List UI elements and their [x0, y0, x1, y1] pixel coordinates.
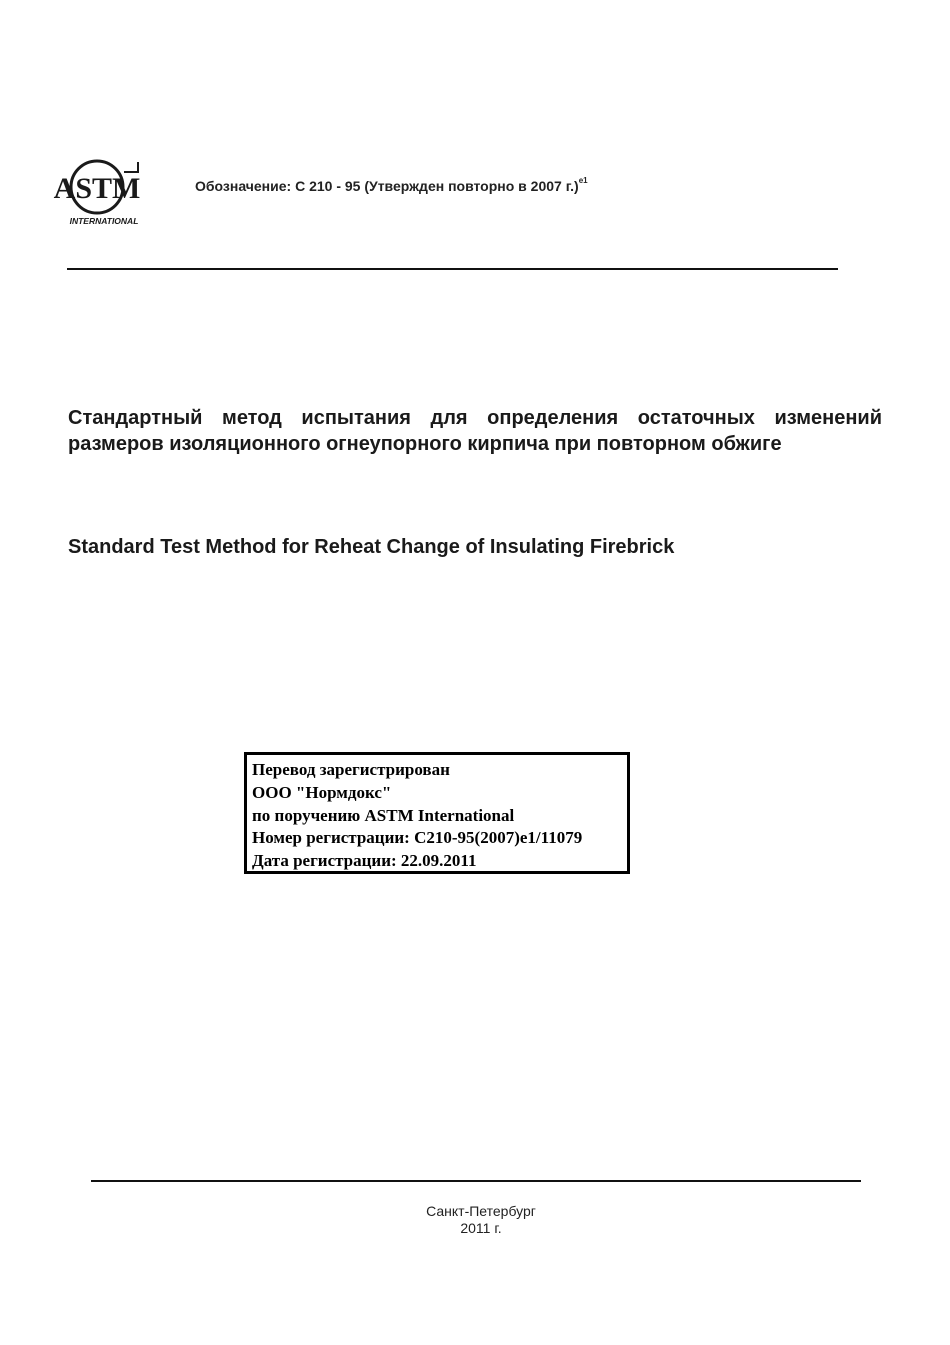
logo-sub-text: INTERNATIONAL [69, 216, 139, 226]
title-russian: Стандартный метод испытания для определения остаточных изменений размеров изоляционного огнеупорного кирпича при повторном обжиге [68, 407, 882, 455]
registration-line: Номер регистрации: C210-95(2007)e1/11079 [252, 828, 583, 848]
header-divider [67, 268, 838, 270]
designation-superscript: e1 [578, 176, 588, 186]
document-designation [195, 178, 588, 194]
registration-line: Дата регистрации: 22.09.2011 [252, 851, 477, 871]
designation-text: Обозначение: C 210 - 95 (Утвержден повторно в 2007 г.) [195, 178, 579, 194]
registration-line: Перевод зарегистрирован [252, 760, 450, 779]
footer [0, 1203, 950, 1237]
logo-mark-text: ASTM [53, 172, 141, 205]
registration-box [244, 752, 630, 874]
footer-divider [91, 1180, 861, 1182]
astm-international-logo-icon [53, 158, 144, 228]
title-english: Standard Test Method for Reheat Change of Insulating Firebrick [68, 536, 675, 558]
footer-city: Санкт-Петербург [426, 1203, 536, 1219]
registration-line: ООО "Нормдокс" [252, 782, 392, 802]
registration-line: по поручению ASTM International [252, 805, 515, 825]
footer-year: 2011 г. [460, 1220, 502, 1236]
astm-logo [53, 158, 144, 228]
